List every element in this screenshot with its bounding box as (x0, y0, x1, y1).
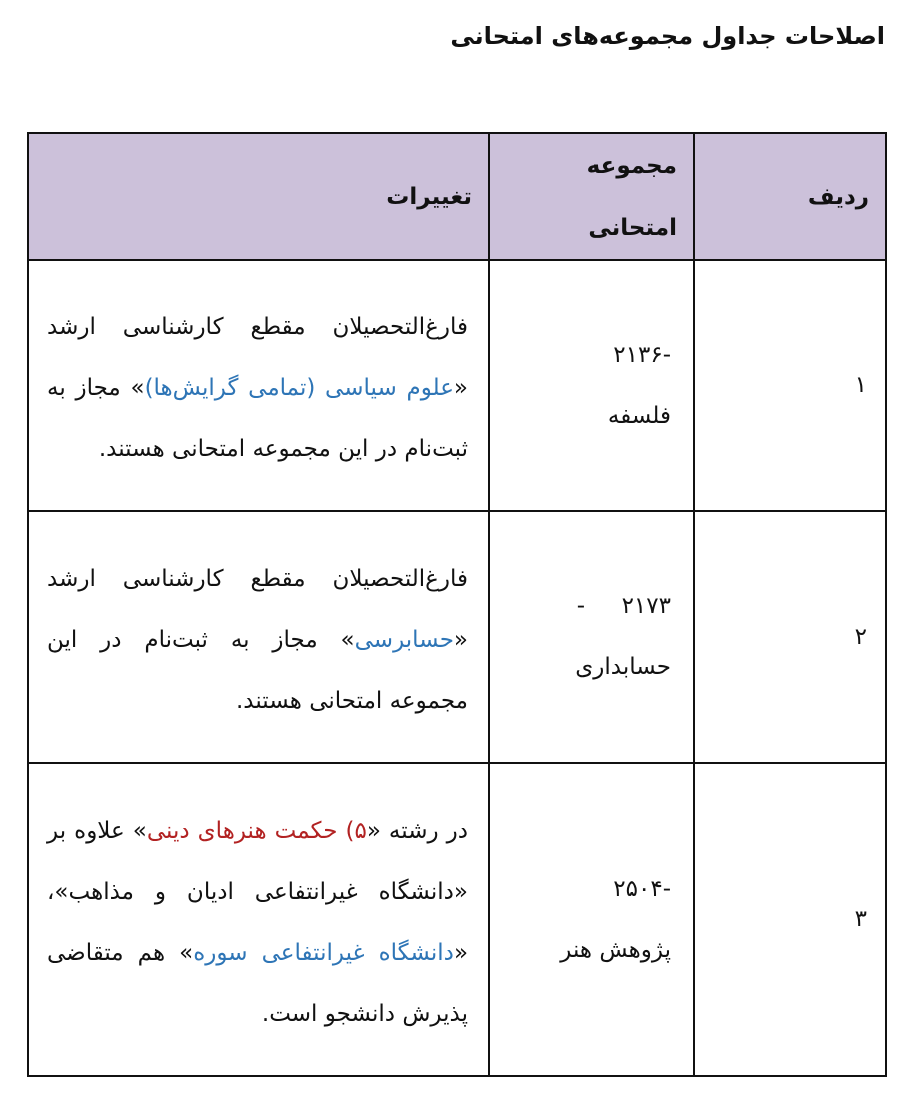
changes-text (28, 511, 489, 763)
group-name: فلسفه (607, 402, 671, 429)
row-number: ۲ (694, 511, 886, 763)
highlight-blue: علوم سیاسی (تمامی گرایش‌ها) (144, 375, 454, 401)
highlight-blue: حسابرسی (354, 626, 454, 653)
highlight-red: ۵) حکمت هنرهای دینی (146, 817, 367, 844)
changes-text (28, 260, 489, 511)
header-exam-group (489, 133, 694, 260)
row-number: ۱ (694, 260, 886, 511)
highlight-blue: دانشگاه غیرانتفاعی سوره (193, 939, 454, 966)
table-header-row (28, 133, 886, 260)
exam-group (489, 511, 694, 763)
header-row-number: ردیف (694, 133, 886, 260)
text-part: » هم متقاضی پذیرش دانشجو است. (47, 939, 468, 1027)
table-row (28, 260, 886, 511)
text-part: » علاوه بر «دانشگاه غیرانتفاعی ادیان و مذاهب»، « (47, 817, 469, 966)
group-name: پژوهش هنر (560, 936, 671, 963)
row-number: ۳ (694, 763, 886, 1076)
table-row (28, 511, 886, 763)
exam-group (489, 763, 694, 1076)
exam-group (489, 260, 694, 511)
page-title: اصلاحات جداول مجموعه‌های امتحانی (450, 22, 885, 50)
text-part: » مجاز به ثبت‌نام در این مجموعه امتحانی هستند. (47, 626, 468, 714)
group-code: -۲۵۰۴ (613, 875, 671, 902)
group-code: -۲۱۳۶ (613, 341, 671, 368)
header-group-line1: مجموعه (586, 152, 677, 179)
text-part: در رشته « (366, 817, 468, 844)
corrections-table (27, 132, 887, 1077)
group-name: حسابداری (575, 654, 671, 680)
table-row (28, 763, 886, 1076)
changes-text (28, 763, 489, 1076)
header-changes: تغییرات (28, 133, 489, 260)
text-part: فارغ‌التحصیلان مقطع کارشناسی ارشد « (47, 314, 468, 401)
group-code: ۲۱۷۳ - (576, 593, 671, 619)
header-group-line2: امتحانی (588, 214, 677, 241)
text-part: » مجاز به ثبت‌نام در این مجموعه امتحانی هستند. (47, 375, 468, 462)
text-part: فارغ‌التحصیلان مقطع کارشناسی ارشد « (47, 565, 468, 653)
